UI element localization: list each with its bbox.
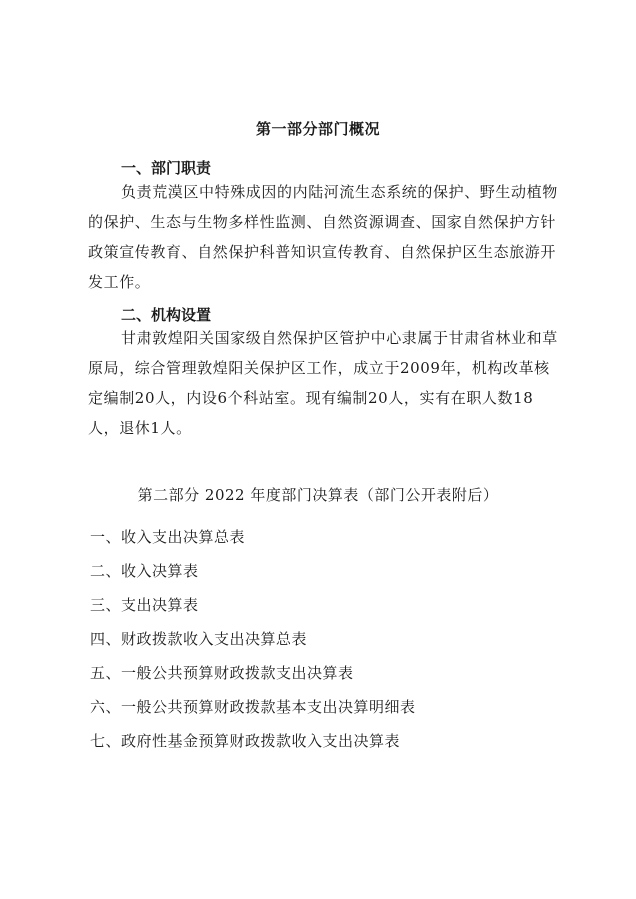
list-item: 四、财政拨款收入支出决算总表: [90, 630, 308, 648]
list-item: 六、一般公共预算财政拨款基本支出决算明细表: [90, 698, 416, 716]
part2-title: 第二部分 2022 年度部门决算表（部门公开表附后）: [137, 486, 499, 504]
list-item: 二、收入决算表: [90, 562, 199, 580]
part1-title: 第一部分部门概况: [255, 120, 380, 138]
list-item: 三、支出决算表: [90, 596, 199, 614]
section1-paragraph: 负责荒漠区中特殊成因的内陆河流生态系统的保护、野生动植物的保护、生态与生物多样性监测、自然资源调查、国家自然保护方针政策宣传教育、自然保护科普知识宣传教育、自然保护区生态旅游开发工作。: [88, 183, 558, 291]
section2-heading: 二、机构设置: [121, 306, 212, 324]
section1-heading: 一、部门职责: [121, 159, 212, 177]
list-item: 一、收入支出决算总表: [90, 528, 246, 546]
table-list: [90, 520, 416, 758]
list-item: 五、一般公共预算财政拨款支出决算表: [90, 664, 354, 682]
list-item: 七、政府性基金预算财政拨款收入支出决算表: [90, 732, 401, 750]
section2-paragraph: 甘肃敦煌阳关国家级自然保护区管护中心隶属于甘肃省林业和草原局，综合管理敦煌阳关保护区工作，成立于2009年，机构改革核定编制20人，内设6个科站室。现有编制20人，实有在职人数18人，退休1人。: [88, 329, 558, 437]
